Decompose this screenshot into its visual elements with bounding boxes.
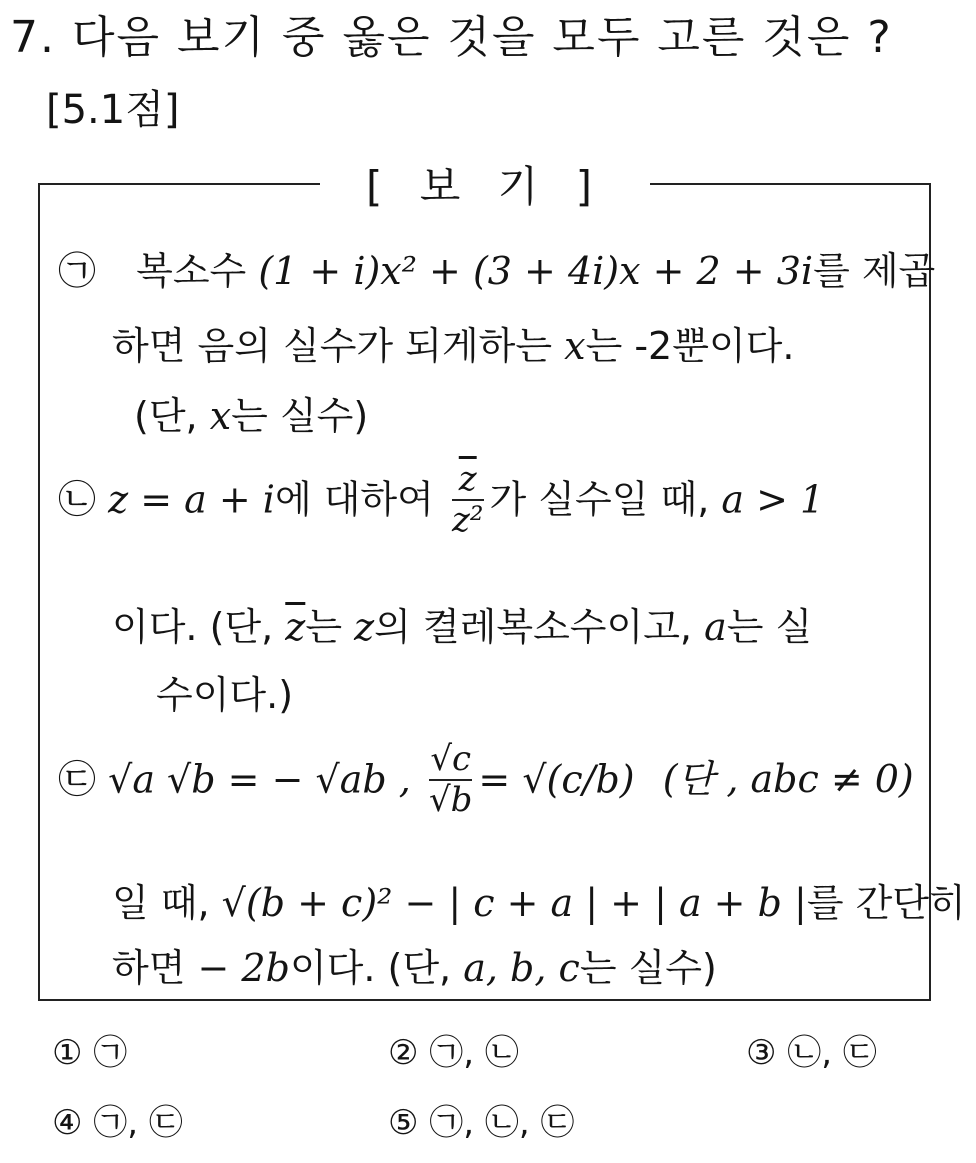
item-3-line-3-expression: − 2b: [197, 946, 290, 990]
item-3-line-3-pre: 하면: [112, 946, 186, 990]
item-3-line-3-mid: 이다. (단,: [289, 946, 452, 990]
choice-2[interactable]: ② ㉠, ㉡: [388, 1033, 519, 1073]
item-3-line-2-expression: √(b + c)² − | c + a | + | a + b |: [221, 881, 807, 925]
item-2-zbar: $\overline{z}$: [285, 605, 306, 649]
item-3-line-2-post: 를 간단히: [806, 881, 966, 925]
item-1-condition-post: 는 실수): [231, 394, 369, 438]
item-2-line-3-text: 수이다.): [156, 673, 294, 717]
choice-3[interactable]: ③ ㉡, ㉢: [746, 1033, 877, 1073]
item-1-condition-pre: (단,: [134, 394, 198, 438]
item-1-line-1: [0, 248, 976, 296]
item-1-text: 복소수: [136, 249, 247, 293]
item-2-line-2-mid2: 의 켤레복소수이고,: [374, 605, 692, 649]
item-1-line-2-post: 는 -2뿐이다.: [585, 324, 795, 368]
item-1-expression: (1 + i)x² + (3 + 4i)x + 2 + 3i: [258, 249, 814, 293]
item-3-marker: ㉢: [58, 757, 97, 802]
item-2-fraction: [452, 460, 484, 540]
item-3-fraction-numerator: √c: [430, 739, 472, 779]
item-2-line-2: [0, 604, 976, 652]
item-2-line-1: [0, 460, 976, 570]
answer-choices: [0, 1025, 976, 1145]
item-1-line-3: [0, 393, 976, 441]
choice-5[interactable]: ⑤ ㉠, ㉡, ㉢: [388, 1103, 575, 1143]
item-1-text-post: 를 제곱: [813, 249, 936, 293]
item-2-line-2-pre: 이다. (단,: [112, 605, 274, 649]
item-2-text-mid: 에 대하여: [274, 477, 434, 522]
example-box: [38, 183, 931, 1001]
item-3-expression-1: √a √b = − √ab ,: [108, 757, 411, 802]
item-2-z: z: [354, 605, 375, 649]
example-box-heading: [ 보 기 ]: [320, 160, 650, 215]
item-2-condition: a > 1: [721, 477, 825, 522]
item-1-condition-var: x: [209, 394, 232, 438]
item-1-line-2-text: 하면 음의 실수가 되게하는: [112, 324, 553, 368]
item-1-line-2: [0, 323, 976, 371]
question-title: 7. 다음 보기 중 옳은 것을 모두 고른 것은 ?: [10, 12, 893, 63]
choice-4[interactable]: ④ ㉠, ㉢: [52, 1103, 183, 1143]
item-3-fraction: [429, 740, 472, 820]
item-3-line-2: [0, 880, 976, 928]
choice-1[interactable]: ① ㉠: [52, 1033, 128, 1073]
item-3-equality: = √(c/b): [478, 757, 635, 802]
item-2-line-3: [0, 672, 976, 720]
item-3-line-2-pre: 일 때,: [112, 881, 210, 925]
item-3-line-3-vars: a, b, c: [463, 946, 580, 990]
item-1-variable: x: [564, 324, 586, 368]
item-2-a: a: [704, 605, 727, 649]
item-2-fraction-denominator: z²: [451, 500, 484, 541]
item-2-line-2-post: 는 실: [726, 605, 813, 649]
item-2-fraction-numerator: $\overline{z}$: [458, 459, 477, 499]
item-2-expression: z = a + i: [108, 477, 275, 522]
question-points: [5.1점]: [46, 87, 180, 133]
item-3-line-3: [0, 945, 976, 993]
item-3-line-1: [0, 740, 976, 850]
item-3-fraction-denominator: √b: [428, 780, 473, 821]
item-2-line-2-mid1: 는: [305, 605, 343, 649]
item-2-text-post: 가 실수일 때,: [489, 477, 710, 522]
item-2-marker: ㉡: [58, 477, 97, 522]
item-3-line-3-post: 는 실수): [579, 946, 717, 990]
item-1-marker: ㉠: [58, 249, 97, 293]
item-3-condition: (단 , abc ≠ 0): [662, 757, 914, 802]
